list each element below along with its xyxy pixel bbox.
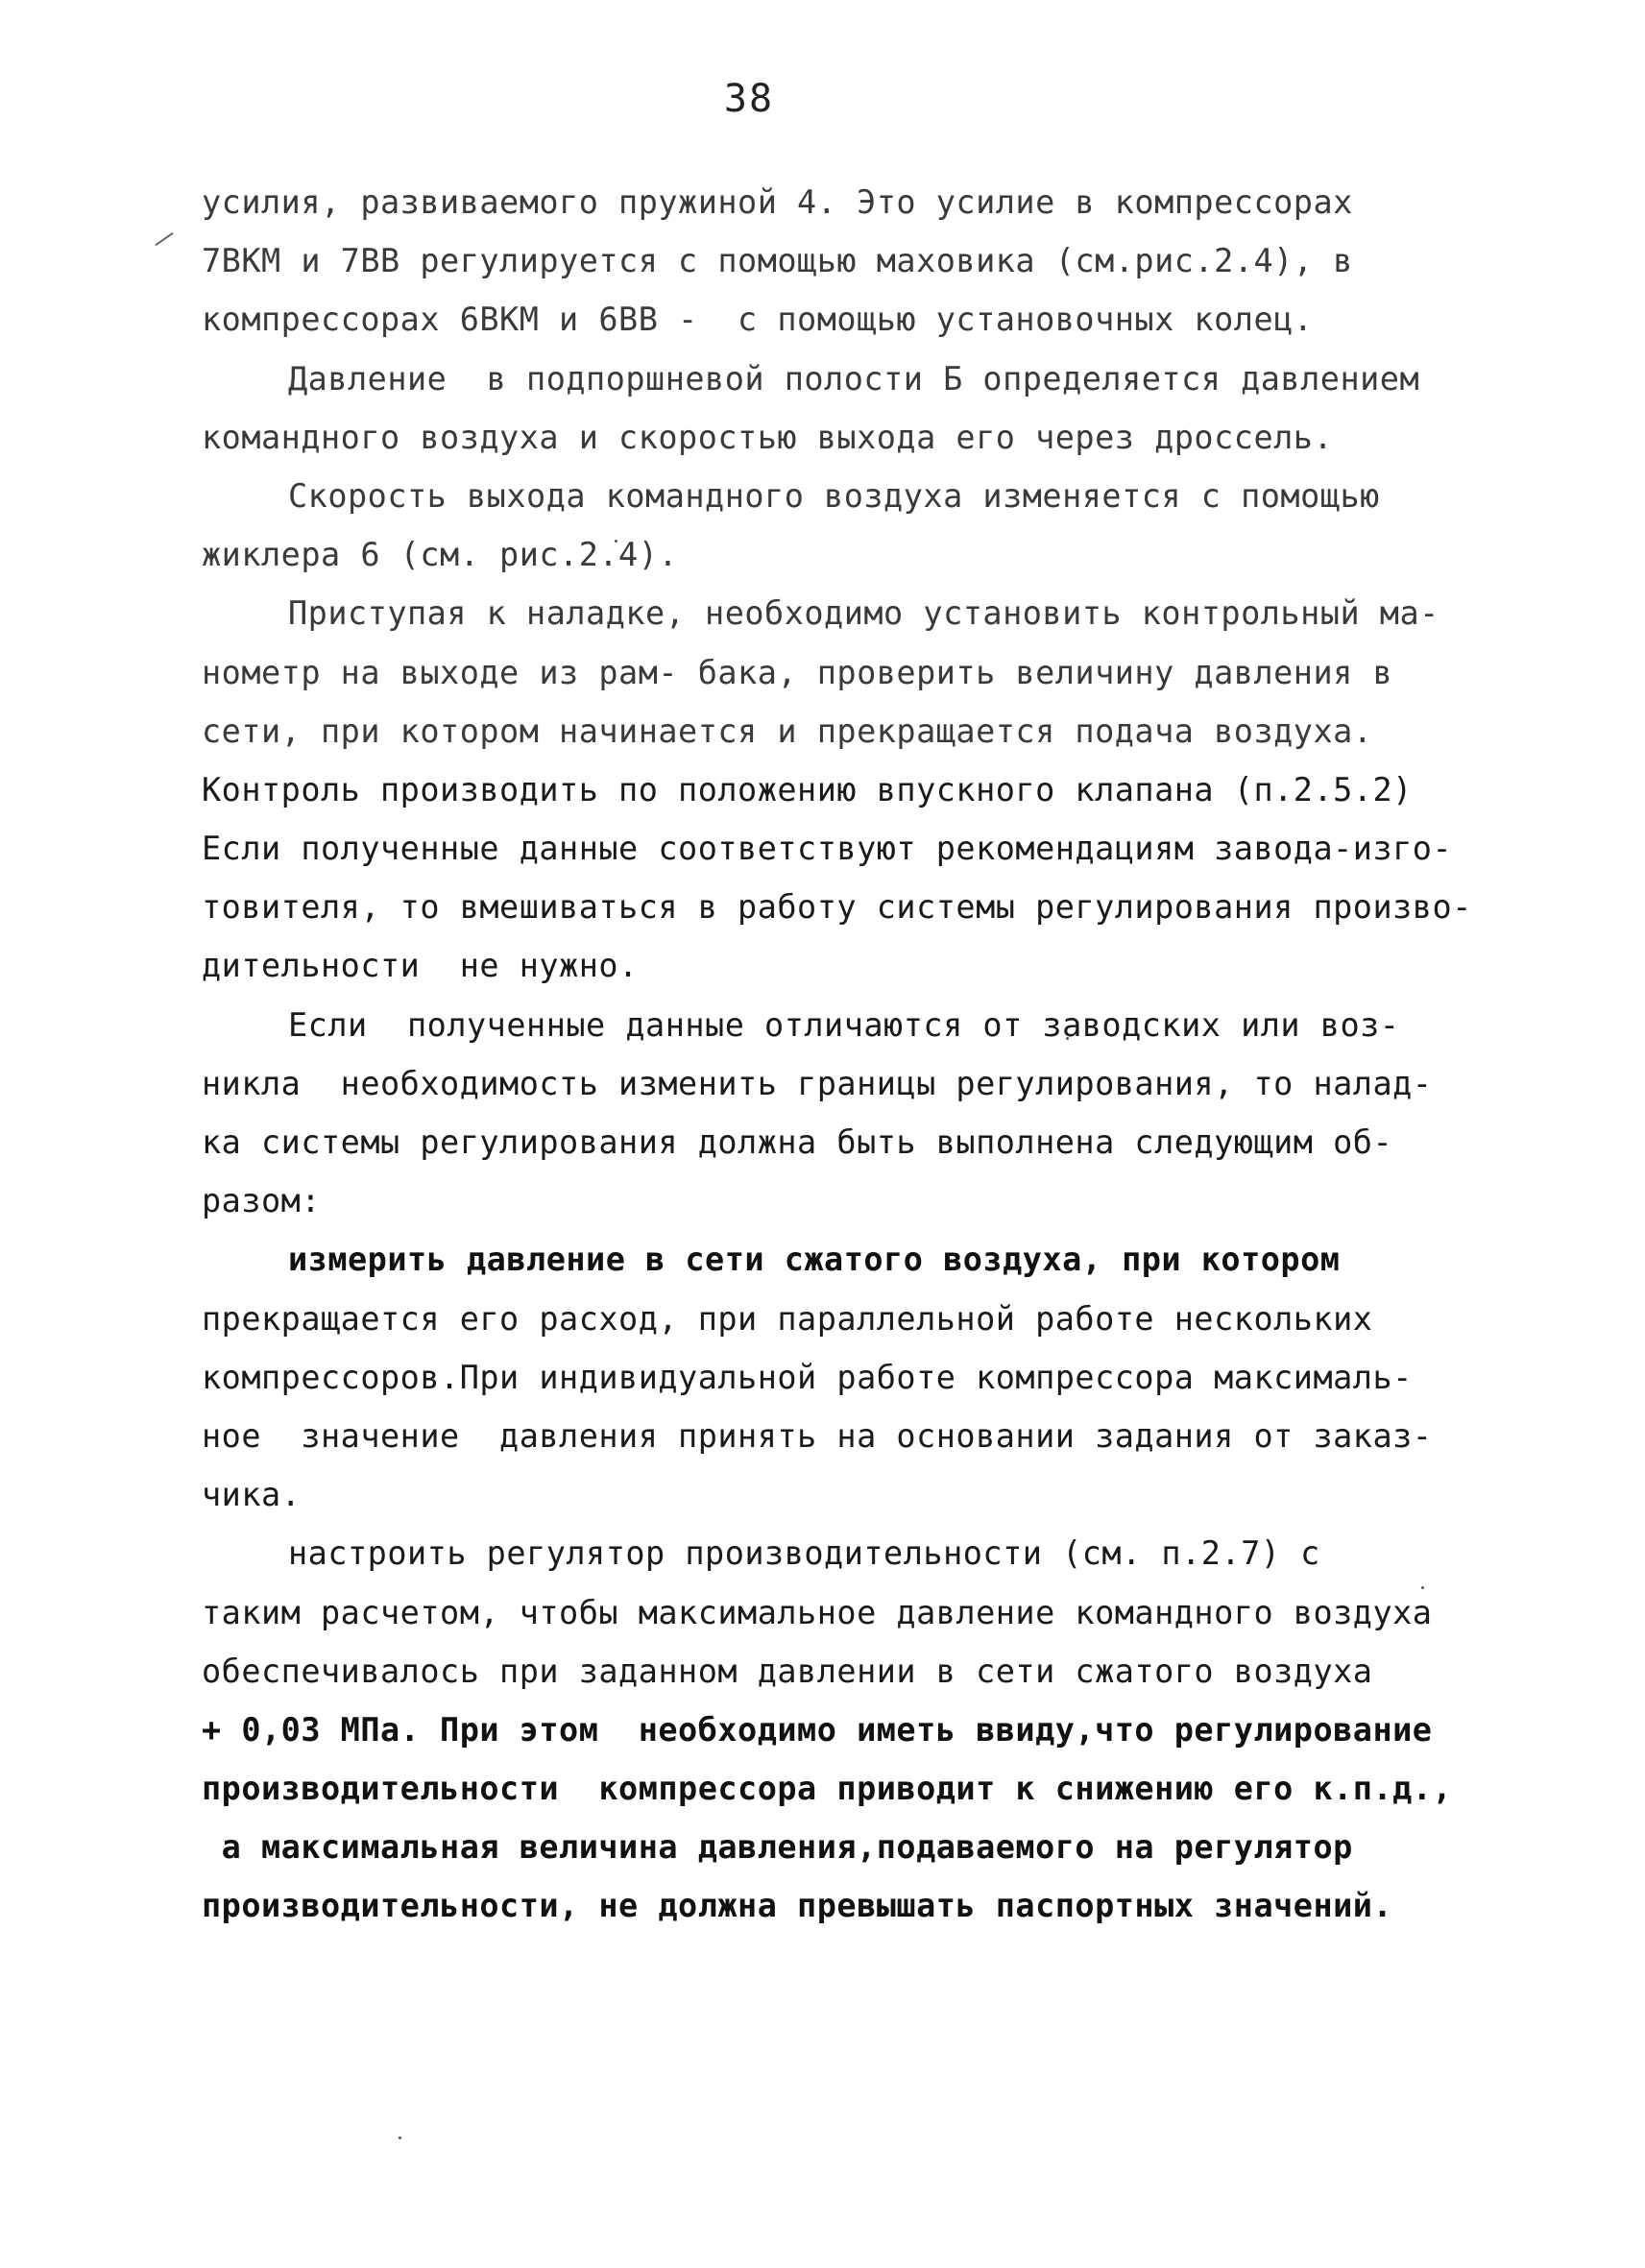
text-line: Давление в подпоршневой полости Б определяется давлением — [288, 359, 1420, 398]
text-line: обеспечивалось при заданном давлении в сети сжатого воздуха — [202, 1652, 1373, 1690]
text-line: чика. — [202, 1476, 302, 1514]
margin-pencil-mark — [155, 232, 173, 246]
text-line: прекращается его расход, при параллельной работе нескольких — [202, 1299, 1373, 1338]
text-line: компрессорах 6ВКМ и 6ВВ - с помощью установочных колец. — [202, 301, 1314, 339]
text-line: Скорость выхода командного воздуха изменяется с помощью — [288, 476, 1380, 515]
text-line: товителя, то вмешиваться в работу системы регулирования произво- — [202, 888, 1472, 927]
text-line: жиклера 6 (см. рис.2.4). — [202, 536, 679, 574]
text-line: ка системы регулирования должна быть выполнена следующим об- — [202, 1123, 1393, 1161]
body-text — [202, 173, 1546, 1936]
paper-speck — [399, 2136, 401, 2139]
text-line: разом: — [202, 1182, 322, 1220]
text-line: + 0,03 МПа. При этом необходимо иметь ввиду,что регулирование — [202, 1710, 1433, 1749]
text-line: а максимальная величина давления,подаваемого на регулятор — [202, 1828, 1353, 1867]
text-line: Приступая к наладке, необходимо установить контрольный ма- — [288, 594, 1439, 633]
text-line: ное значение давления принять на основании задания от заказ- — [202, 1416, 1433, 1455]
text-line: никла необходимость изменить границы регулирования, то налад- — [202, 1064, 1433, 1102]
text-line: усилия, развиваемого пружиной 4. Это усилие в компрессорах — [202, 183, 1353, 221]
text-line: измерить давление в сети сжатого воздуха, при котором — [288, 1241, 1341, 1279]
text-line: сети, при котором начинается и прекращается подача воздуха. — [202, 712, 1373, 750]
page-number: 38 — [723, 77, 775, 121]
text-line: нометр на выходе из рам- бака, проверить величину давления в — [202, 653, 1393, 691]
text-line: производительности, не должна превышать паспортных значений. — [202, 1887, 1393, 1925]
text-line: компрессоров.При индивидуальной работе компрессора максималь- — [202, 1358, 1413, 1396]
text-line: командного воздуха и скоростью выхода его через дроссель. — [202, 418, 1334, 456]
text-line: производительности компрессора приводит к снижению его к.п.д., — [202, 1770, 1453, 1808]
text-line: Если полученные данные отличаются от заводских или воз- — [288, 1005, 1400, 1044]
text-line: настроить регулятор производительности (см. п.2.7) с — [288, 1534, 1320, 1573]
text-line: дительности не нужно. — [202, 947, 639, 985]
text-line: Контроль производить по положению впускного клапана (п.2.5.2) — [202, 770, 1413, 808]
text-line: Если полученные данные соответствуют рекомендациям завода-изго- — [202, 830, 1453, 868]
text-line: таким расчетом, чтобы максимальное давление командного воздуха — [202, 1593, 1433, 1631]
text-line: 7ВКМ и 7ВВ регулируется с помощью маховика (см.рис.2.4), в — [202, 242, 1353, 280]
